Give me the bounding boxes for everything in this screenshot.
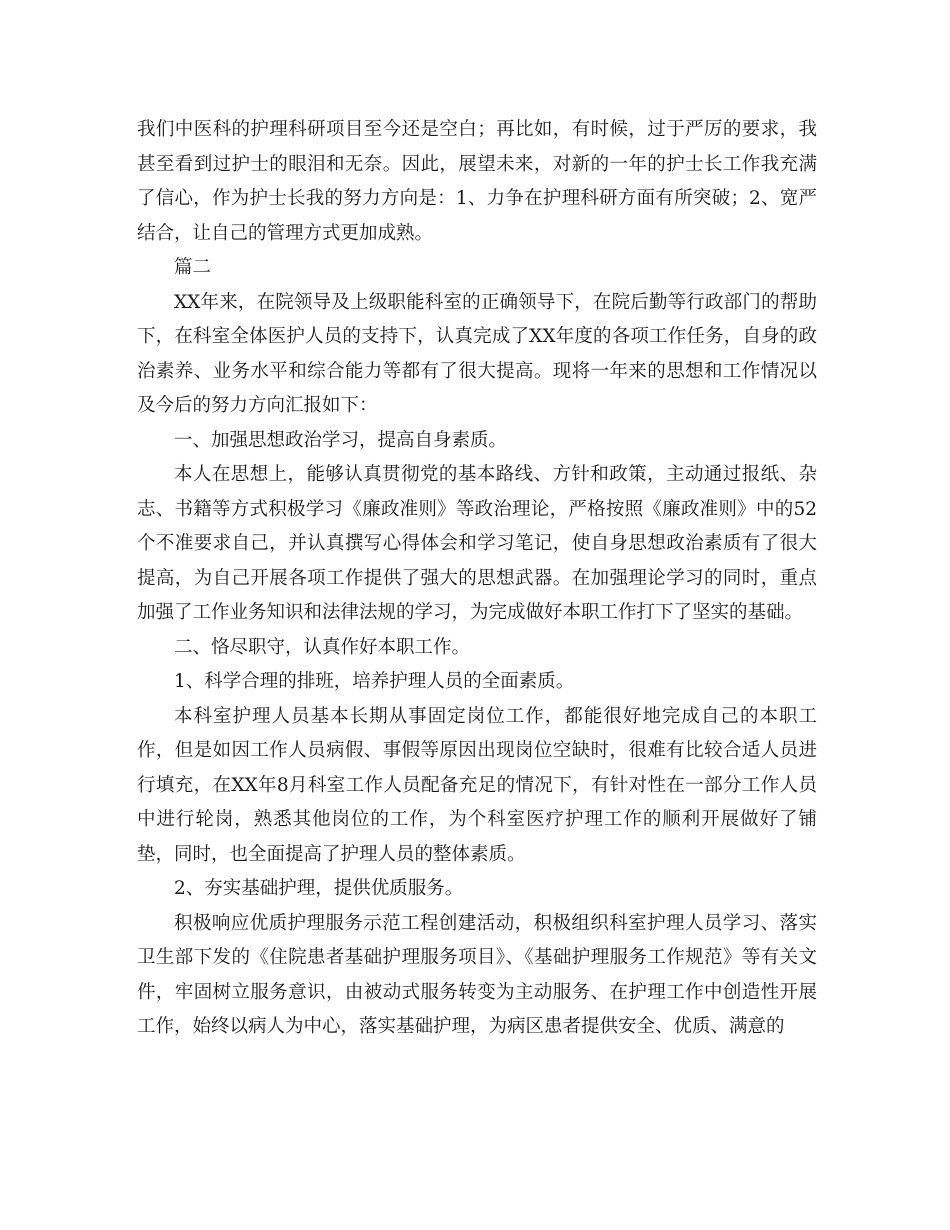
subsection-heading-2-1: 1、科学合理的排班，培养护理人员的全面素质。 [174, 671, 575, 692]
paragraph-4: 本人在思想上，能够认真贯彻党的基本路线、方针和政策，主动通过报纸、杂志、书籍等方式积极学习《廉政准则》等政治理论，严格按照《廉政准则》中的52个不准要求自己，并认真撰写心得体会和学习笔记，使自身思想政治素质有了很大提高，为自己开展各项工作提供了强大的思想武器。在加强理论学习的同时，重点加强了工作业务知识和法律法规的学习，为完成做好本职工作打下了坚实的基础。 [137, 464, 817, 623]
paragraph-7: 本科室护理人员基本长期从事固定岗位工作，都能很好地完成自己的本职工作，但是如因工作人员病假、事假等原因出现岗位空缺时，很难有比较合适人员进行填充，在XX年8月科室工作人员配备充足的情况下，有针对性在一部分工作人员中进行轮岗，熟悉其他岗位的工作，为个科室医疗护理工作的顺利开展做好了铺垫，同时，也全面提高了护理人员的整体素质。 [137, 705, 817, 865]
paragraph-2: XX年来，在院领导及上级职能科室的正确领导下，在院后勤等行政部门的帮助下，在科室全体医护人员的支持下，认真完成了XX年度的各项工作任务，自身的政治素养、业务水平和综合能力等都有了很大提高。现将一年来的思想和工作情况以及今后的努力方向汇报如下： [137, 291, 817, 416]
section-heading-1: 一、加强思想政治学习，提高自身素质。 [174, 429, 508, 451]
subsection-heading-2-2: 2、夯实基础护理，提供优质服务。 [174, 878, 464, 899]
paragraph-9: 积极响应优质护理服务示范工程创建活动，积极组织科室护理人员学习、落实卫生部下发的《住院患者基础护理服务项目》、《基础护理服务工作规范》等有关文件，牢固树立服务意识，由被动式服务转变为主动服务、在护理工作中创造性开展工作，始终以病人为中心，落实基础护理，为病区患者提供安全、优质、满意的 [137, 912, 817, 1037]
section-heading-part-two: 篇二 [174, 257, 212, 278]
section-heading-2: 二、恪尽职守，认真作好本职工作。 [174, 636, 471, 658]
document-body [137, 113, 817, 1045]
paragraph-0: 我们中医科的护理科研项目至今还是空白；再比如，有时候，过于严厉的要求，我甚至看到过护士的眼泪和无奈。因此，展望未来，对新的一年的护士长工作我充满了信心，作为护士长我的努力方向是：1、力争在护理科研方面有所突破；2、宽严结合，让自己的管理方式更加成熟。 [137, 119, 817, 244]
